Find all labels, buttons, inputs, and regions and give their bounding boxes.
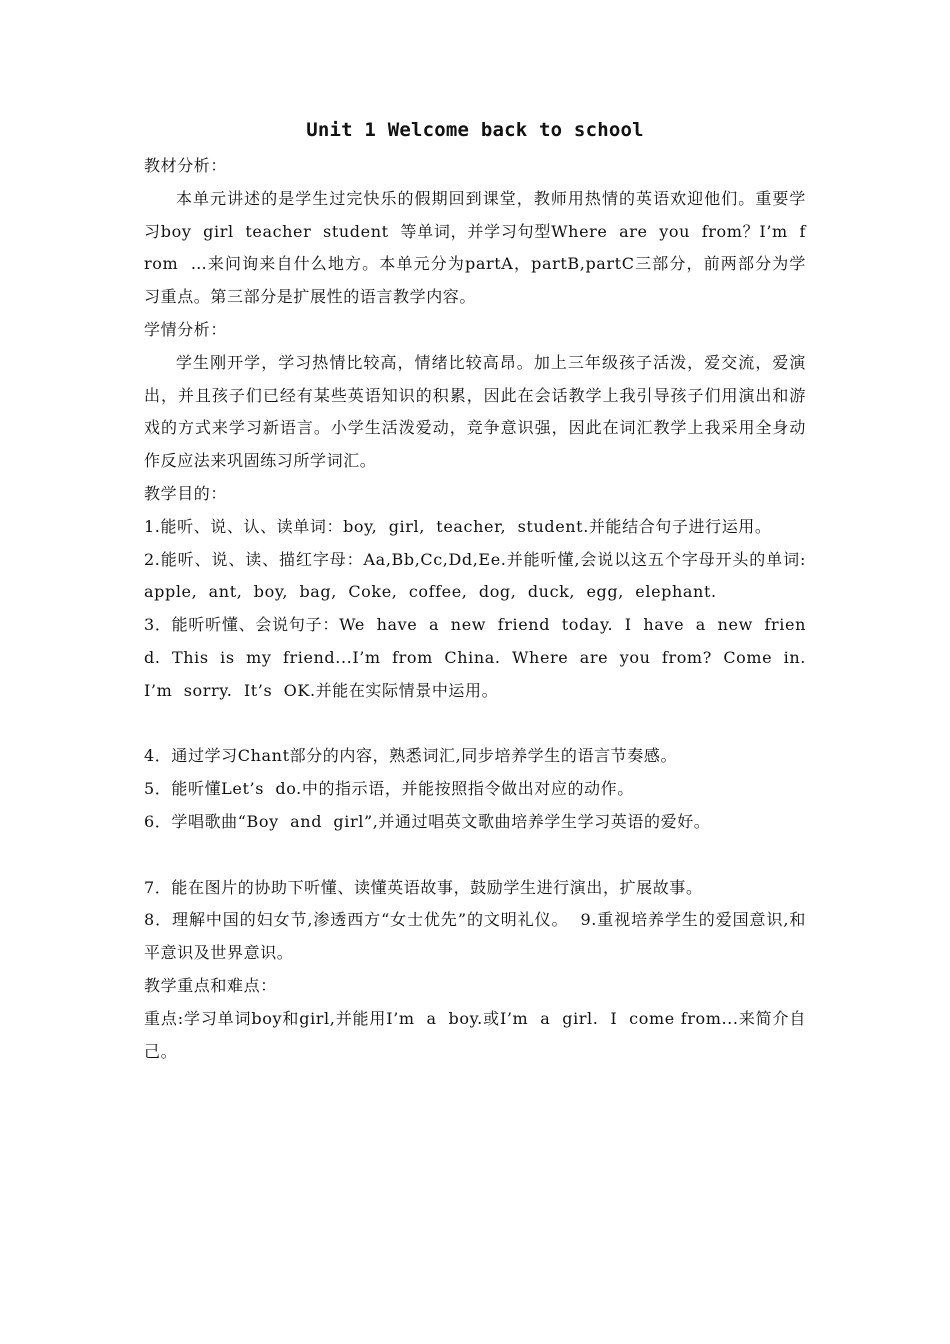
goal-item-7: 7．能在图片的协助下听懂、读懂英语故事，鼓励学生进行演出，扩展故事。	[144, 877, 703, 897]
goal-item-3: 3．能听听懂、会说句子：We have a new friend today. I have a new friend. This is my friend...I’m from China. Where are you from? Come in. I’m sorry. It’s OK.并能在实际情景中运用。	[144, 615, 818, 700]
goal-item-6: 6．学唱歌曲“Boy and girl”,并通过唱英文歌曲培养学生学习英语的爱好。	[144, 811, 711, 831]
goal-item-2: 2.能听、说、读、描红字母：Aa,Bb,Cc,Dd,Ee.并能听懂,会说以这五个字母开头的单词:apple, ant, boy, bag, Coke, coffee, dog, duck, egg, elephant.	[144, 549, 806, 602]
goal-item-1: 1.能听、说、认、读单词：boy, girl, teacher, student.并能结合句子进行运用。	[144, 516, 772, 536]
blank-line	[144, 708, 806, 741]
document-title: Unit 1 Welcome back to school	[306, 119, 644, 141]
materials-paragraph: 本单元讲述的是学生过完快乐的假期回到课堂，教师用热情的英语欢迎他们。重要学习boy girl teacher student 等单词，并学习句型Where are you from？I’m from …来问询来自什么地方。本单元分为partA，partB,partC三部分，前两部分为学习重点。第三部分是扩展性的语言教学内容。	[144, 188, 806, 307]
goal-item-4: 4．通过学习Chant部分的内容，熟悉词汇,同步培养学生的语言节奏感。	[144, 746, 678, 766]
materials-heading: 教材分析：	[144, 156, 228, 175]
students-heading: 学情分析：	[144, 319, 228, 339]
document-page	[144, 114, 818, 1068]
goals-heading: 教学目的：	[144, 483, 228, 503]
blank-line	[144, 839, 806, 872]
keypoints-heading: 教学重点和难点：	[144, 975, 277, 995]
goal-item-8-9: 8．理解中国的妇女节,渗透西方“女士优先”的文明礼仪。 9.重视培养学生的爱国意识,和平意识及世界意识。	[144, 910, 806, 963]
students-paragraph: 学生刚开学，学习热情比较高，情绪比较高昂。加上三年级孩子活泼，爱交流，爱演出，并且孩子们已经有某些英语知识的积累，因此在会话教学上我引导孩子们用演出和游戏的方式来学习新语言。小学生活泼爱动，竞争意识强，因此在词汇教学上我采用全身动作反应法来巩固练习所学词汇。	[144, 352, 806, 471]
keypoints-paragraph: 重点:学习单词boy和girl,并能用I’m a boy.或I’m a girl. I come from...来简介自己。	[144, 1008, 806, 1061]
goal-item-5: 5．能听懂Let’s do.中的指示语，并能按照指令做出对应的动作。	[144, 779, 634, 799]
